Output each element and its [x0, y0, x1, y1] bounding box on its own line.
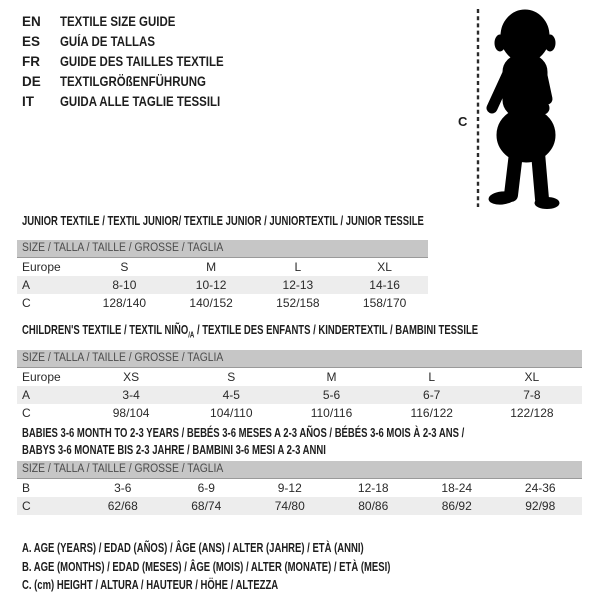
lang-row-it: [22, 92, 253, 112]
cell: 158/170: [362, 296, 407, 310]
row-label: A: [22, 278, 31, 292]
cell: 92/98: [525, 499, 556, 513]
cell: 10-12: [195, 278, 227, 292]
size-header-text: SIZE / TALLA / TAILLE / GRÖSSE / TAGLIA: [22, 463, 224, 475]
size-header-text: SIZE / TALLA / TAILLE / GRÖSSE / TAGLIA: [22, 352, 224, 364]
junior-size-table: [17, 240, 428, 312]
size-header-bar: [17, 240, 428, 258]
row-label: Europe: [22, 260, 61, 274]
toddler-figure-svg: [450, 5, 600, 210]
row-label: A: [22, 388, 31, 402]
row-label: Europe: [22, 370, 61, 384]
size-header-bar: [17, 350, 582, 368]
row-label: C: [22, 499, 31, 513]
cell: 8-10: [112, 278, 137, 292]
lang-row-es: [22, 32, 253, 52]
cell: 140/152: [189, 296, 233, 310]
table-row: [17, 258, 428, 276]
height-measurement-figure: [450, 5, 600, 210]
footnote-b-text: B. AGE (MONTHS) / EDAD (MESES) / ÂGE (MOIS) / ALTER (MONATE) / ETÀ (MESI): [22, 559, 391, 574]
cell: M: [206, 260, 217, 274]
table-row: [17, 276, 428, 294]
cell: 24-36: [524, 481, 556, 495]
children-title-text: [22, 322, 478, 344]
footnote-legend: [22, 539, 507, 595]
cell: 7-8: [523, 388, 541, 402]
babies-size-table: [17, 461, 582, 515]
lang-code: FR: [22, 54, 40, 69]
lang-title: TEXTILGRÖßENFÜHRUNG: [60, 74, 206, 89]
children-section-title: [22, 322, 600, 344]
row-label: C: [22, 406, 31, 420]
lang-row-en: [22, 12, 253, 32]
babies-section-title: [22, 425, 600, 459]
lang-title: GUIDE DES TAILLES TEXTILE: [60, 54, 224, 69]
cell: 6-9: [197, 481, 215, 495]
table-row: [17, 404, 582, 422]
lang-code: IT: [22, 94, 34, 109]
children-size-table: [17, 350, 582, 422]
junior-title-text: JUNIOR TEXTILE / TEXTIL JUNIOR/ TEXTILE JUNIOR / JUNIORTEXTIL / JUNIOR TESSILE: [22, 214, 424, 228]
toddler-silhouette-icon: [488, 10, 559, 209]
row-label: C: [22, 296, 31, 310]
language-title-list: [22, 12, 253, 112]
cell: 12-13: [282, 278, 314, 292]
cell: S: [227, 370, 236, 384]
table-row: [17, 386, 582, 404]
lang-title: GUÍA DE TALLAS: [60, 34, 155, 49]
junior-section-title: [22, 213, 551, 230]
table-row: [17, 368, 582, 386]
cell: 98/104: [112, 406, 150, 420]
babies-title-line2: BABYS 3-6 MONATE BIS 2-3 JAHRE / BAMBINI 3-6 MESI A 2-3 ANNI: [22, 443, 326, 457]
size-header-bar: [17, 461, 582, 479]
cell: 86/92: [441, 499, 472, 513]
cell: 74/80: [274, 499, 305, 513]
cell: 68/74: [191, 499, 222, 513]
lang-code: DE: [22, 74, 41, 89]
footnote-c-text: C. (cm) HEIGHT / ALTURA / HAUTEUR / HÖHE / ALTEZZA: [22, 578, 279, 592]
children-title-post: / TEXTILE DES ENFANTS / KINDERTEXTIL / BAMBINI TESSILE: [194, 323, 479, 337]
footnote-b: [22, 558, 507, 577]
babies-title-line1: BABIES 3-6 MONTH TO 2-3 YEARS / BEBÉS 3-6 MESES A 2-3 AÑOS / BÉBÉS 3-6 MOIS À 2-3 ANS /: [22, 426, 465, 440]
cell: XL: [524, 370, 540, 384]
cell: 104/110: [210, 406, 253, 420]
table-row: [17, 294, 428, 312]
cell: S: [120, 260, 129, 274]
table-row: [17, 479, 582, 497]
cell: L: [428, 370, 436, 384]
cell: M: [326, 370, 337, 384]
lang-code: ES: [22, 34, 41, 49]
cell: 116/122: [410, 406, 453, 420]
footnote-a: [22, 539, 507, 558]
cell: 3-6: [114, 481, 132, 495]
lang-row-de: [22, 72, 253, 92]
cell: 4-5: [222, 388, 240, 402]
children-title-pre: CHILDREN'S TEXTILE / TEXTIL NIÑO: [22, 323, 189, 337]
cell: 152/158: [276, 296, 320, 310]
cell: L: [294, 260, 302, 274]
cell: XS: [123, 370, 140, 384]
cell: 12-18: [357, 481, 389, 495]
cell: 128/140: [102, 296, 147, 310]
cell: 122/128: [510, 406, 554, 420]
cell: 18-24: [441, 481, 473, 495]
lang-code: EN: [22, 14, 41, 29]
table-row: [17, 497, 582, 515]
cell: 5-6: [322, 388, 341, 402]
lang-title: GUIDA ALLE TAGLIE TESSILI: [60, 94, 221, 109]
cell: 9-12: [277, 481, 302, 495]
cell: 110/116: [310, 406, 353, 420]
figure-measure-label: C: [458, 114, 468, 129]
lang-row-fr: [22, 52, 253, 72]
cell: 14-16: [369, 278, 400, 292]
cell: 6-7: [423, 388, 441, 402]
lang-title: TEXTILE SIZE GUIDE: [60, 14, 176, 29]
cell: 3-4: [122, 388, 140, 402]
children-title-sub: /A: [188, 330, 195, 340]
cell: 80/86: [358, 499, 389, 513]
footnote-c: [22, 576, 507, 595]
cell: XL: [377, 260, 392, 274]
cell: 62/68: [107, 499, 138, 513]
footnote-a-text: A. AGE (YEARS) / EDAD (AÑOS) / ÂGE (ANS) / ALTER (JAHRE) / ETÀ (ANNI): [22, 541, 364, 555]
size-header-text: SIZE / TALLA / TAILLE / GRÖSSE / TAGLIA: [22, 242, 224, 254]
row-label: B: [22, 481, 31, 495]
